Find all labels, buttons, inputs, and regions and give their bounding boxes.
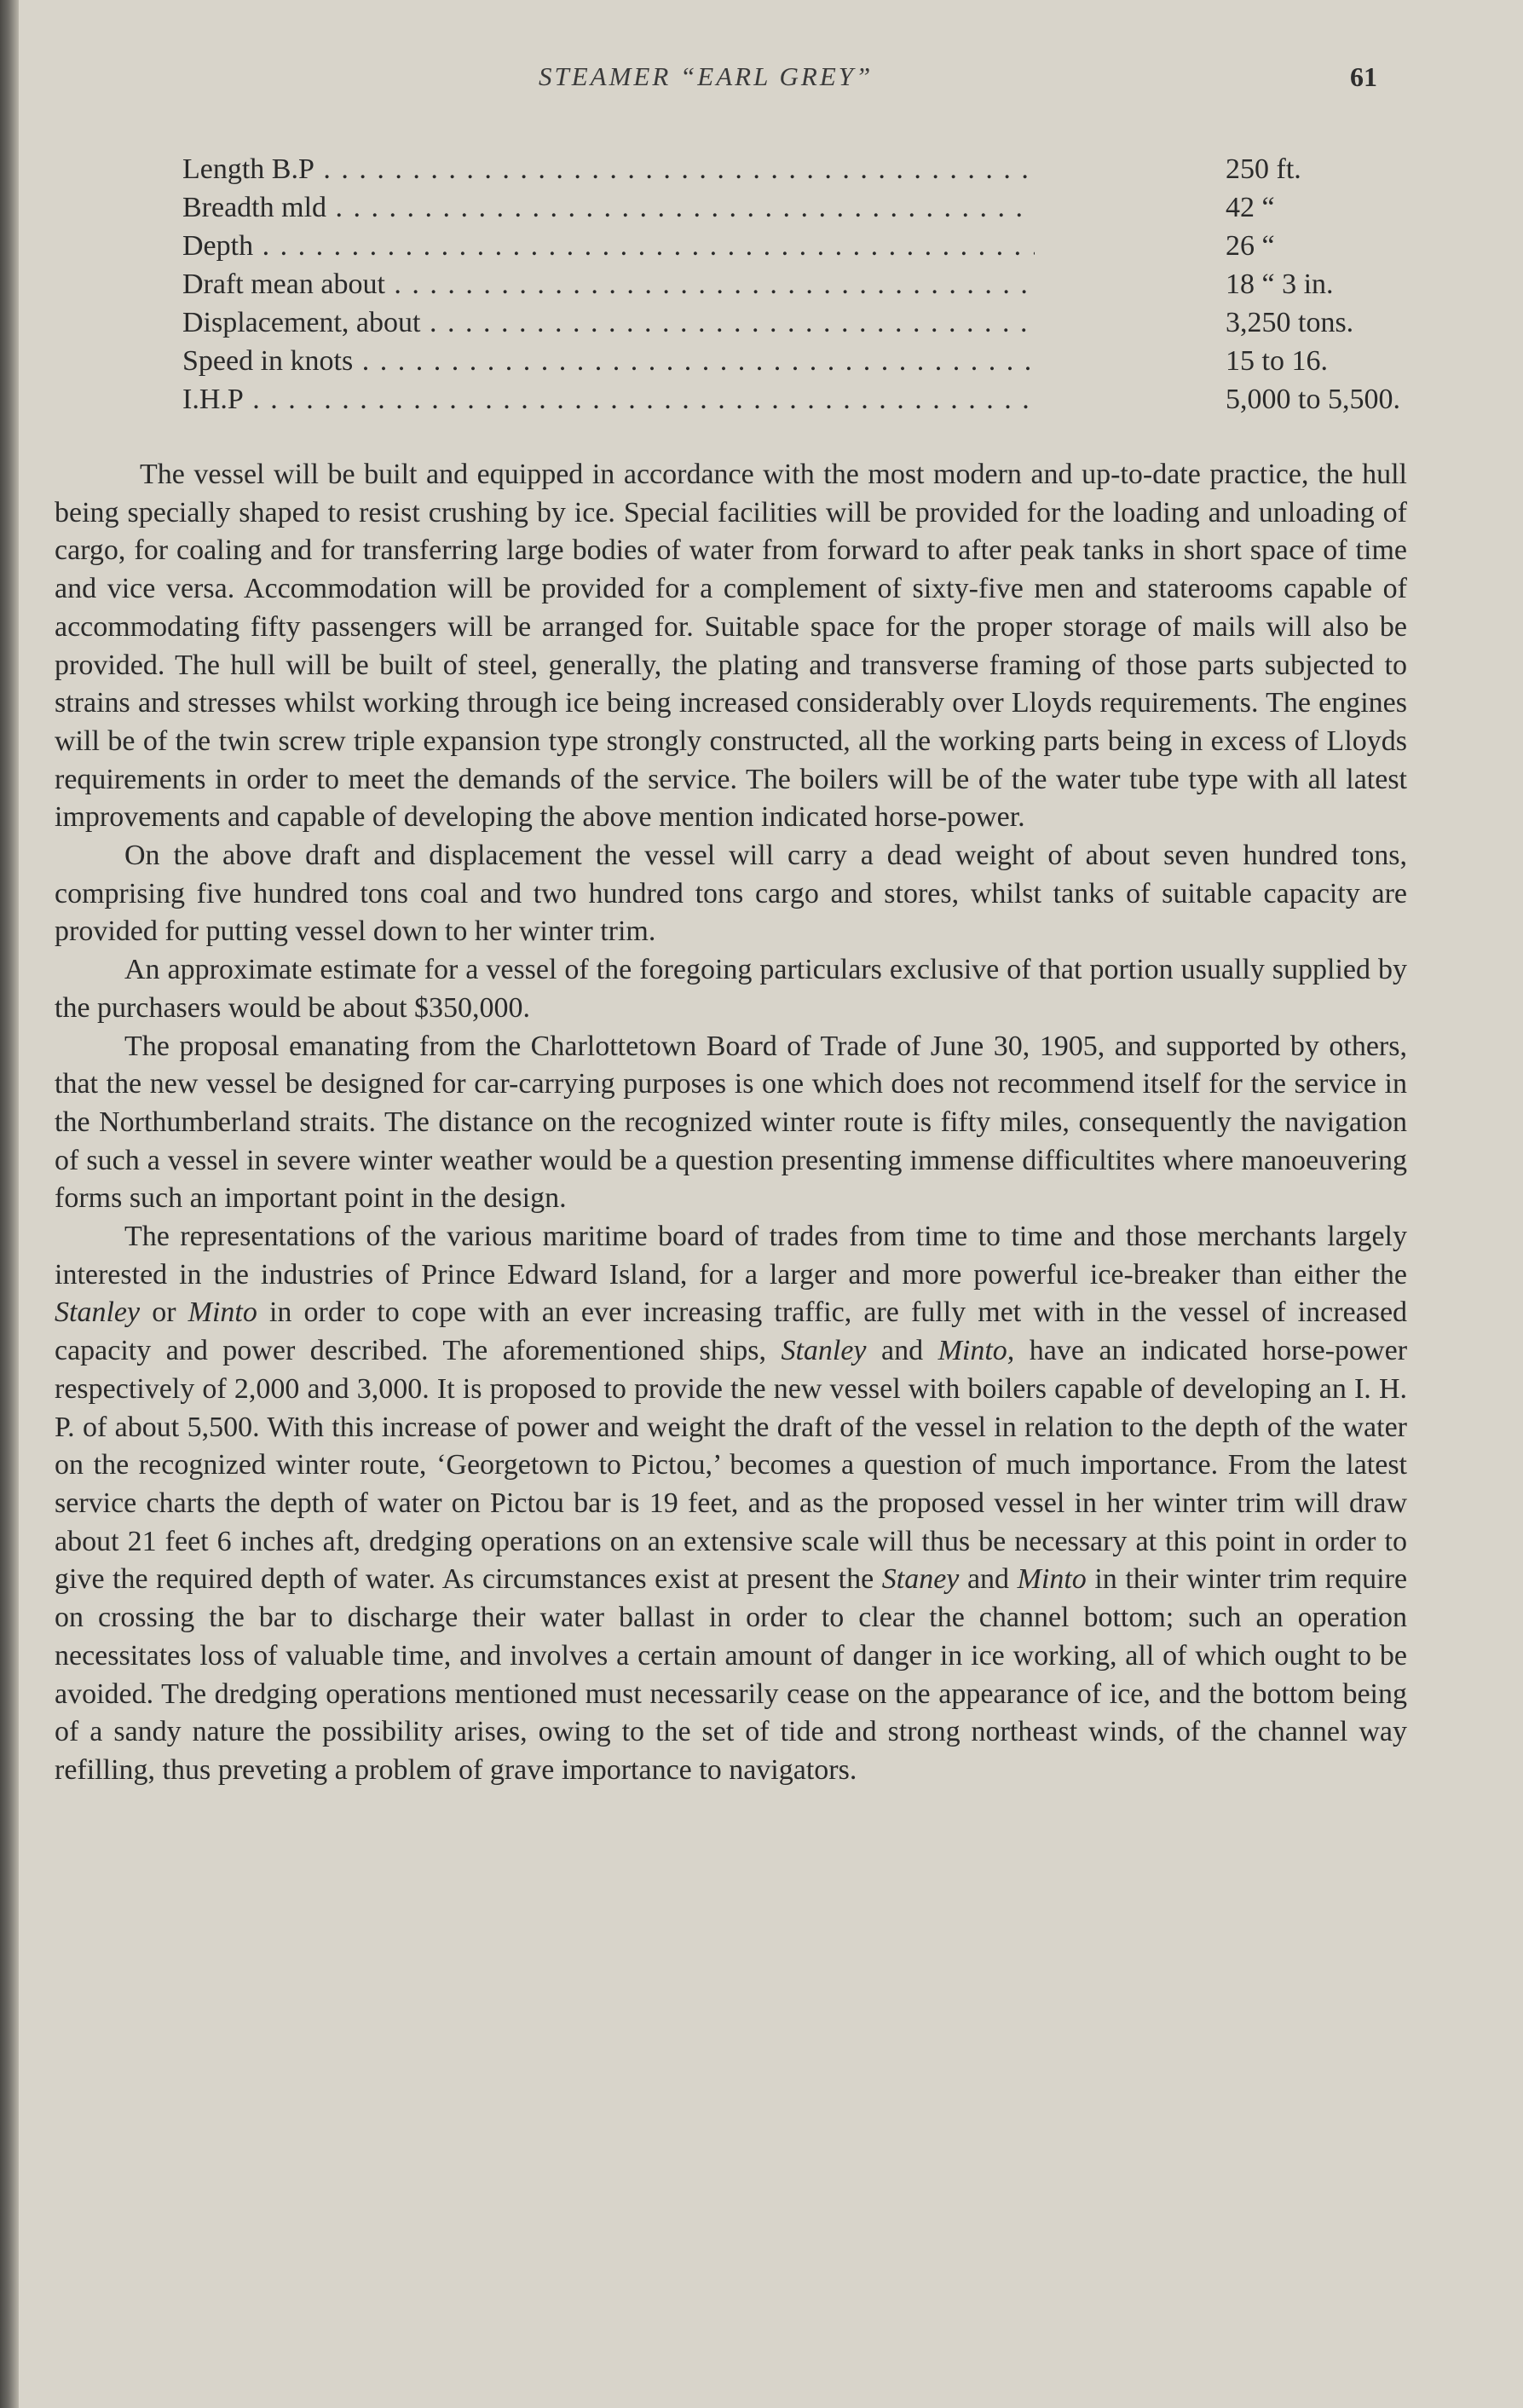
ship-name: Staney <box>881 1563 960 1596</box>
spec-label: Draft mean about . . . <box>182 265 1035 303</box>
spec-row <box>182 303 1354 342</box>
spec-row <box>182 265 1333 303</box>
page-header <box>19 61 1523 104</box>
book-page <box>19 0 1523 2408</box>
body-text <box>55 456 1407 1790</box>
spec-value: 5,000 to 5,500. <box>1226 384 1400 415</box>
ship-name: Minto, <box>937 1335 1015 1367</box>
page-number: 61 <box>1350 61 1377 92</box>
spec-label: Breadth mld . . . <box>182 188 1035 227</box>
paragraph-estimate: An approximate estimate for a vessel of the foregoing particulars exclusive of that portion usually supplied by the purchasers would be about $350,000. <box>55 954 1407 1024</box>
spec-label: Length B.P . . . <box>182 150 1035 188</box>
paragraph-deadweight: On the above draft and displacement the vessel will carry a dead weight of about seven hundred tons, comprising five hundred tons coal and two hundred tons cargo and stores, whilst tanks of suitable capacity are provided for putting vessel down to her winter trim. <box>55 840 1407 948</box>
spec-value: 15 to 16. <box>1226 345 1328 377</box>
text-run: and <box>881 1335 924 1367</box>
spec-value: 26 “ <box>1226 230 1275 262</box>
spec-value: 3,250 tons. <box>1226 307 1354 338</box>
text-run: The representations of the various maritime board of trades from time to time and those merchants largely interested in the industries of Prince Edward Island, for a larger and more powerful ice-breaker than either the <box>55 1221 1407 1291</box>
specifications-table <box>182 150 1400 419</box>
spec-row <box>182 150 1333 188</box>
spec-row <box>182 227 1333 265</box>
spec-row <box>182 342 1333 380</box>
text-run: in their winter trim require on crossing the bar to discharge their water ballast in order to clear the channel bottom; such an operation necessitates loss of valuable time, and involves a certain amount of danger in ice working, all of which ought to be avoided. The dredging operations mentioned must necessarily cease on the appearance of ice, and the bottom being of a sandy nature the possibility arises, owing to the set of tide and strong northeast winds, of the channel way refilling, thus preveting a problem of grave importance to navigators. <box>55 1563 1408 1786</box>
text-run: have an indicated horse-power respectively of 2,000 and 3,000. It is proposed to provide the new vessel with boilers capable of developing an I. H. P. of about 5,500. With this increase of power and weight the draft of the vessel in relation to the depth of the water on the recognized winter route, ‘Georgetown to Pictou,’ becomes a question of much importance. From the latest service charts the depth of water on Pictou bar is 19 feet, and as the proposed vessel in her winter trim will draw about 21 feet 6 inches aft, dredging operations on an extensive scale will thus be necessary at this point in order to give the required depth of water. As circumstances exist at present the <box>55 1335 1408 1596</box>
ship-name: Stanley <box>781 1335 867 1367</box>
paragraph-car-carrying-proposal: The proposal emanating from the Charlottetown Board of Trade of June 30, 1905, and supported by others, that the new vessel be designed for car-carrying purposes is one which does not recommend itself for the service in the Northumberland straits. The distance on the recognized winter route is fifty miles, consequently the navigation of such a vessel in severe winter weather would be a question presenting immense difficultites where manoeuvering forms such an important point in the design. <box>55 1030 1407 1215</box>
book-binding-edge <box>0 0 19 2408</box>
ship-name: Minto <box>187 1296 257 1329</box>
text-run: or <box>152 1296 176 1329</box>
spec-value: 250 ft. <box>1226 153 1301 185</box>
text-run: in order to cope with an ever increasing traffic, are fully met with in the vessel of increased capacity and power described. The aforementioned ships, <box>55 1296 1408 1367</box>
spec-label: Depth . . . <box>182 227 1035 265</box>
spec-label: Displacement, about . . . <box>182 303 1035 342</box>
spec-value: 18 “ 3 in. <box>1226 269 1334 300</box>
paragraph-construction: The vessel will be built and equipped in accordance with the most modern and up-to-date practice, the hull being specially shaped to resist crushing by ice. Special facilities will be provided for the loading and unloading of cargo, for coaling and for transferring large bodies of water from forward to after peak tanks in short space of time and vice versa. Accommodation will be provided for a complement of sixty-five men and staterooms capable of accommodating fifty passengers will be arranged for. Suitable space for the proper storage of mails will also be provided. The hull will be built of steel, generally, the plating and transverse framing of those parts subjected to strains and stresses whilst working through ice being increased considerably over Lloyds requirements. The engines will be of the twin screw triple expansion type strongly constructed, all the working parts being in excess of Lloyds requirements in order to meet the demands of the service. The boilers will be of the water tube type with all latest improvements and capable of developing the above mention indicated horse-power. <box>55 459 1407 834</box>
ship-name: Minto <box>1017 1563 1087 1596</box>
running-title: STEAMER “EARL GREY” <box>539 61 874 91</box>
text-run: and <box>966 1563 1010 1596</box>
spec-row <box>182 188 1333 227</box>
spec-label: Speed in knots . . . <box>182 342 1035 380</box>
spec-row <box>182 380 1400 419</box>
ship-name: Stanley <box>55 1296 141 1329</box>
spec-label: I.H.P . . . <box>182 380 1035 419</box>
spec-value: 42 “ <box>1226 192 1275 223</box>
paragraph-representations <box>55 1218 1407 1790</box>
